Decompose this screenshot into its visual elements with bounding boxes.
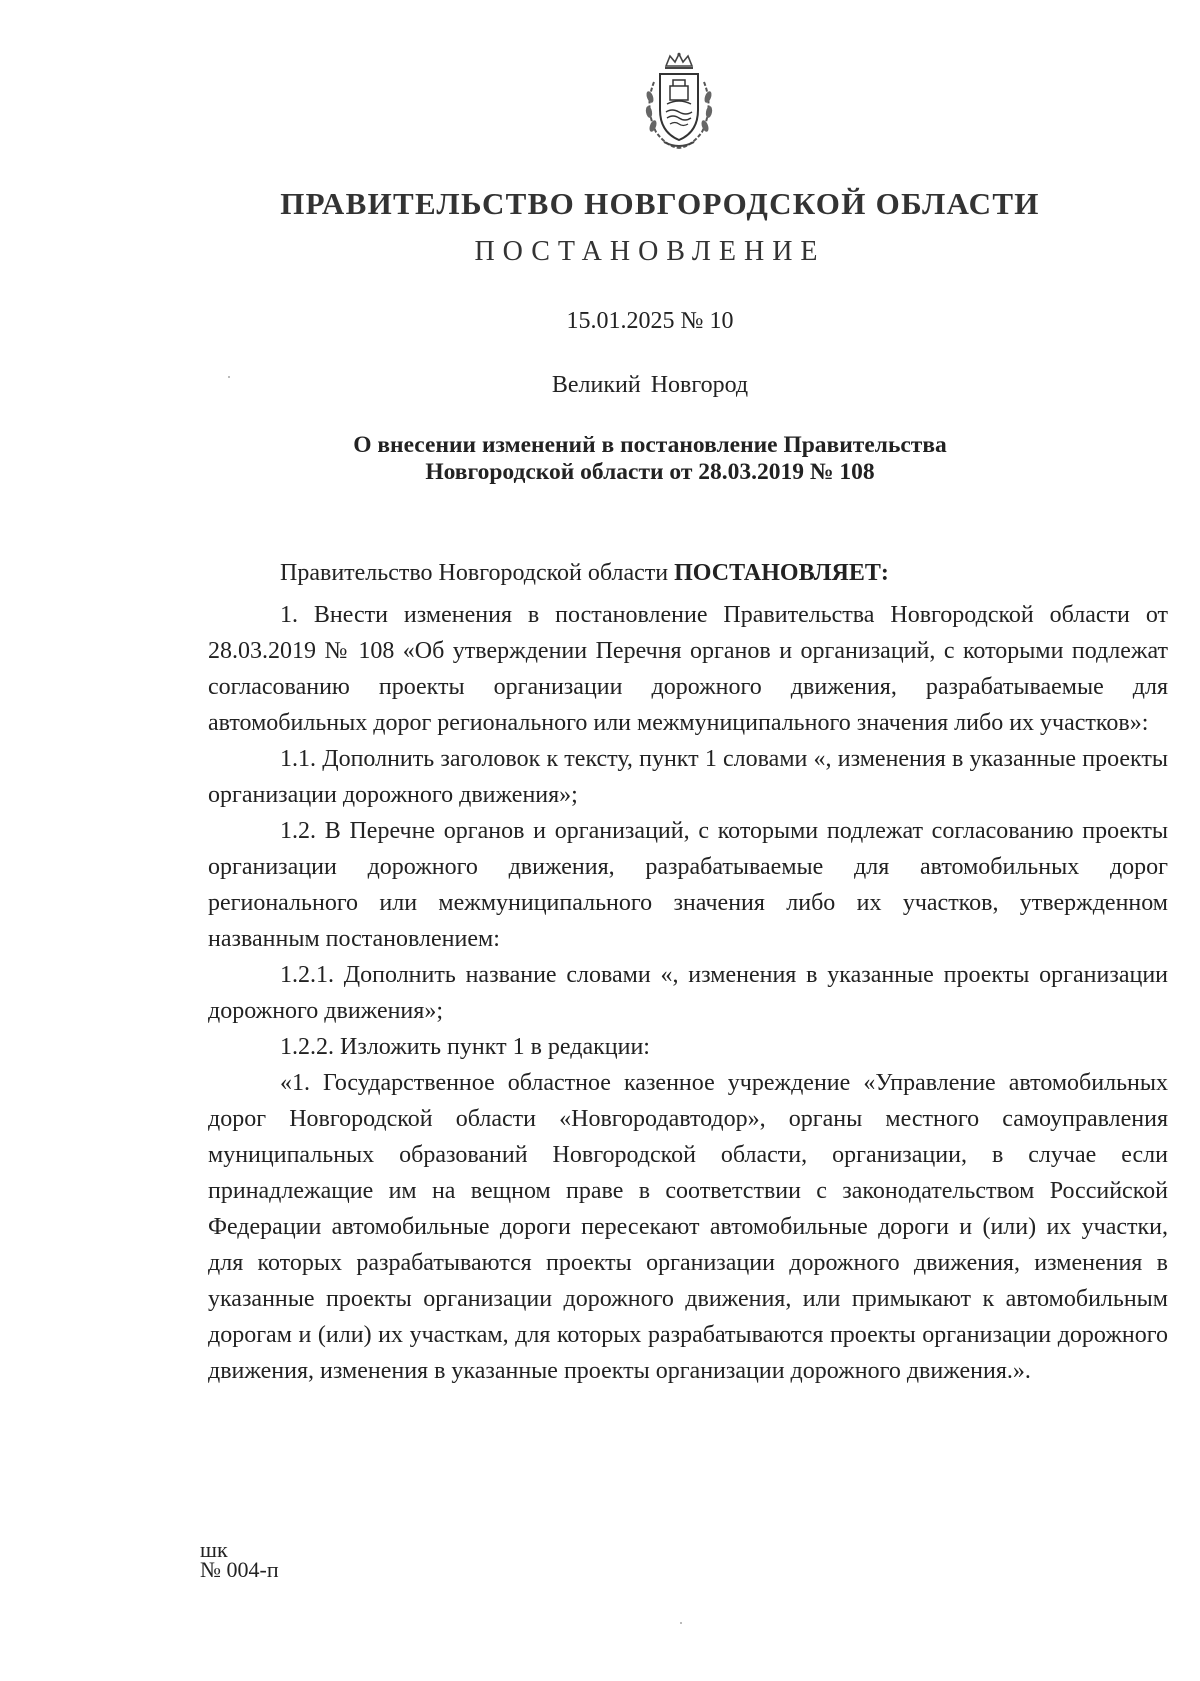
preamble-text: Правительство Новгородской области	[280, 560, 675, 586]
document-title-line: Новгородской области от 28.03.2019 № 108	[425, 459, 875, 485]
scan-artifact	[680, 1622, 682, 1624]
body-paragraph: 1.2.2. Изложить пункт 1 в редакции:	[280, 1034, 650, 1060]
preamble-keyword: ПОСТАНОВЛЯЕТ:	[674, 560, 889, 586]
organization-name: ПРАВИТЕЛЬСТВО НОВГОРОДСКОЙ ОБЛАСТИ	[280, 186, 1040, 221]
body-paragraph: 1. Внести изменения в постановление Правительства Новгородской области от 28.03.2019 № 108 «Об утверждении Перечня органов и организаций, с которыми подлежат согласованию проекты организации дорожного движения, разрабатываемые для автомобильных дорог регионального или межмуниципального значения либо их участков»:	[208, 602, 1168, 736]
body-paragraph: 1.1. Дополнить заголовок к тексту, пункт 1 словами «, изменения в указанные проекты организации дорожного движения»;	[208, 746, 1168, 808]
body-paragraph: 1.2. В Перечне органов и организаций, с которыми подлежат согласованию проекты организации дорожного движения, разрабатываемые для автомобильных дорог регионального или межмуниципального значения либо их участков, утвержденном названным постановлением:	[208, 818, 1168, 952]
preamble	[208, 555, 1168, 591]
scan-artifact	[228, 376, 230, 378]
body-paragraph: 1.2.1. Дополнить название словами «, изменения в указанные проекты организации дорожного движения»;	[208, 962, 1168, 1024]
document-type: ПОСТАНОВЛЕНИЕ	[474, 236, 826, 267]
document-title	[0, 432, 1200, 486]
document-title-line: О внесении изменений в постановление Правительства	[353, 432, 947, 458]
document-body	[208, 555, 1168, 1389]
document-date-number: 15.01.2025 № 10	[566, 308, 734, 334]
document-city: Великий Новгород	[551, 372, 749, 398]
document-code-line: шк	[200, 1537, 228, 1562]
body-paragraph: «1. Государственное областное казенное учреждение «Управление автомобильных дорог Новгородской области «Новгородавтодор», органы местного самоуправления муниципальных образований Новгородской области, организации, в случае если принадлежащие им на вещном праве в соответствии с законодательством Российской Федерации автомобильные дороги пересекают автомобильные дороги и (или) их участки, для которых разрабатываются проекты организации дорожного движения, изменения в указанные проекты организации дорожного движения, или примыкают к автомобильным дорогам и (или) их участкам, для которых разрабатываются проекты организации дорожного движения, изменения в указанные проекты организации дорожного движения.».	[208, 1070, 1168, 1384]
document-code-line: № 004-п	[200, 1557, 279, 1582]
novgorod-coat-of-arms-icon	[640, 52, 718, 152]
document-code	[200, 1537, 279, 1582]
